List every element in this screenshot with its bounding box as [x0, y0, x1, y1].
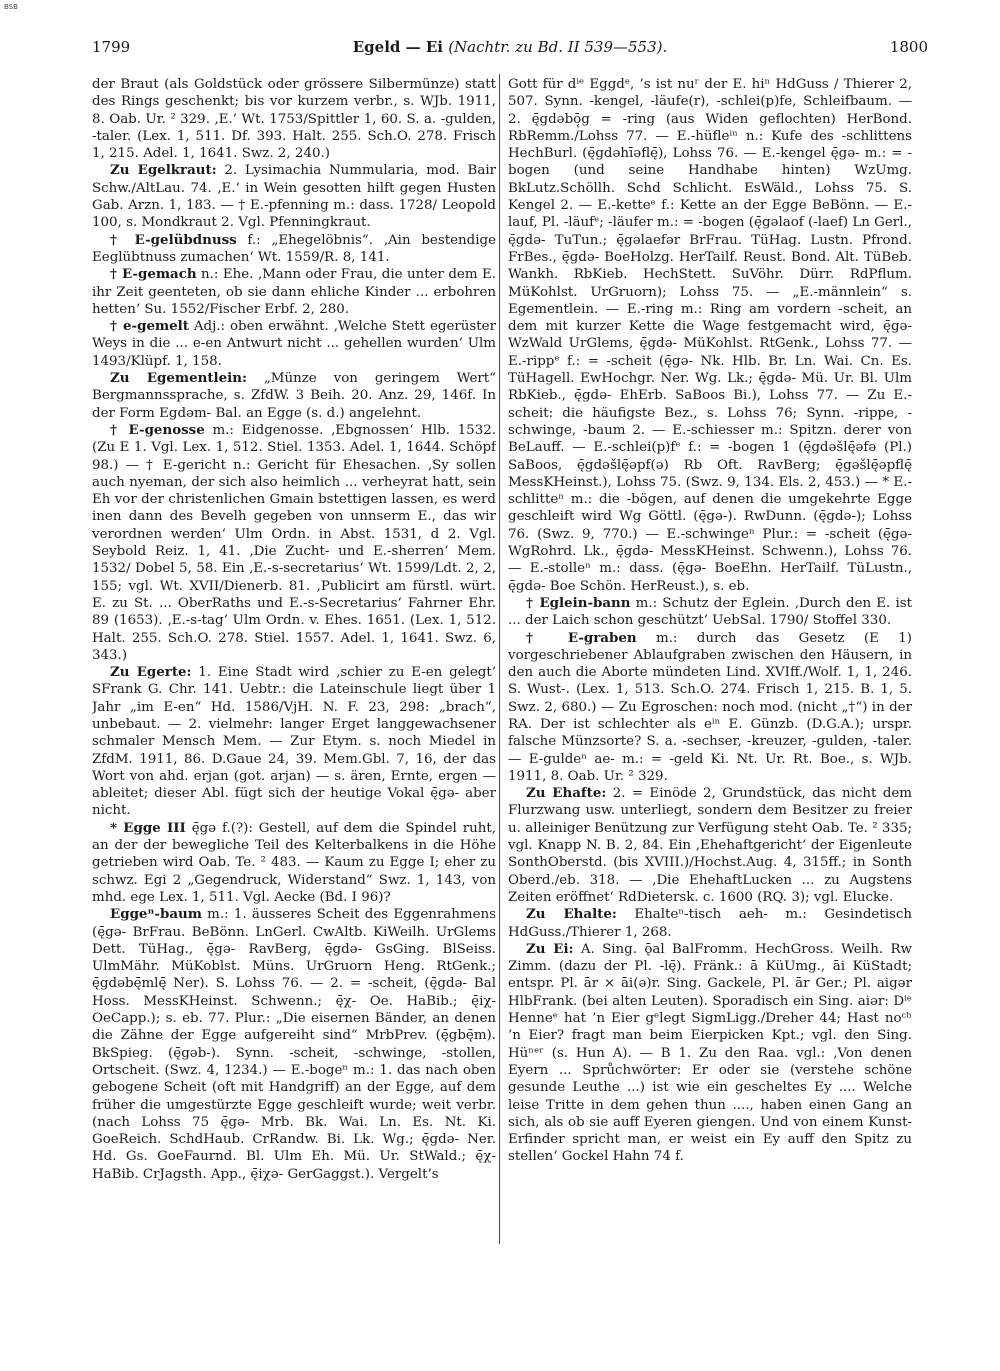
entry-text: m.: durch das Gesetz (E 1) vorgeschriebener Ablaufgraben zwischen den Häusern, in den auch die Aborte mündeten Lind. XVIff./Wolf. 1, 1, 246. S. Wust-. (Lex. 1, 513. Sch.O. 274. Frisch 1, 215. B. 1, 5. Swz. 2, 680.) — Zu Egroschen: noch mod. (nicht „†“) in der RA. Der ist schlechter als eⁱⁿ E. Günzb. (D.G.A.); urspr. falsche Münzsorte? S. a. -sechser, -kreuzer, -gulden, -taler. — E-guldeⁿ ae- m.: = -geld Ki. Nt. Ur. Rt. Boe., s. WJb. 1911, 8. Oab. Ur. ² 329.: [508, 630, 912, 784]
entry-egelkraut: [92, 162, 496, 231]
entry-text: ę̄gə f.(?): Gestell, auf dem die Spindel ruht, an der der bewegliche Teil des Kelterbalkens in die Höhe getrieben wird Oab. Te. ² 483. — Kaum zu Egge I; eher zu schwz. Egi 2 „Gegendruck, Widerstand“ Swz. 1, 143, von mhd. ege Lex. 1, 511. Vgl. Aecke (Bd. I 96)?: [92, 820, 496, 905]
headword: Eggeⁿ-baum: [110, 906, 202, 923]
entry-text: Adj.: oben erwähnt. ‚Welche Stett egerüster Weys in die ... e-en Antwurt nicht ... gehellen wurden‘ Ulm 1493/Klüpf. 1, 158.: [92, 319, 496, 369]
left-column: [92, 76, 496, 1346]
entry-e-graben: [508, 630, 912, 786]
entry-text: Ehalteⁿ-tisch aeh- m.: Gesindetisch HdGuss./Thierer 1, 268.: [508, 907, 912, 940]
entry-egeld-continued: der Braut (als Goldstück oder grössere Silbermünze) statt des Rings geschenkt; bis vor kurzem verbr., s. WJb. 1911, 8. Oab. Ur. ² 329. ‚E.‘ Wt. 1753/Spittler 1, 60. S. a. -gulden, -taler. (Lex. 1, 511. Df. 393. Halt. 255. Sch.O. 278. Frisch 1, 215. Adel. 1, 1641. Swz. 2, 240.): [92, 77, 496, 162]
entry-eggen-baum: [92, 906, 496, 1183]
entry-ehalte: [508, 906, 912, 941]
entry-egge-iii: [92, 820, 496, 906]
headword: * Egge III: [110, 819, 186, 836]
entry-e-genosse: [92, 422, 496, 664]
headword: Zu Egelkraut:: [110, 162, 217, 179]
entry-text: „Münze von geringem Wert“ Bergmannssprache, s. ZfdW. 3 Beih. 20. Anz. 29, 146f. In der Form Egdəm- Bal. an Egge (s. d.) angelehnt.: [92, 371, 496, 421]
headword: Zu Egementlein:: [110, 370, 247, 387]
page-number-right: 1800: [889, 38, 928, 56]
entry-text: 2. Lysimachia Nummularia, mod. Bair Schw./AltLau. 74. ‚E.‘ in Wein gesotten hilft gegen Husten Gab. Arzn. 1, 183. — † E.-pfenning m.: dass. 1728/ Leopold 100, s. Mondkraut 2. Vgl. Pfenningkraut.: [92, 163, 496, 231]
entry-text: 1. Eine Stadt wird ‚schier zu E-en gelegt‘ SFrank G. Chr. 141. Uebtr.: die Lateinschule liegt über 1 Jahr „im E-en“ Hd. 1586/VjH. N. F. 23, 298: „brach“, unbebaut. — 2. vielmehr: langer Erget langgewachsener schmaler Mensch Mem. — Zur Etym. s. noch Miedel in ZfdM. 1911, 86. D.Gaue 24, 39. Mem.Gbl. 7, 16, der das Wort von ahd. erjan (got. arjan) — s. ären, Ernte, ergen — ableitet; dieser Abl. fügt sich der heutige Vokal ę̄gə- aber nicht.: [92, 665, 496, 819]
entry-text: m.: 1. äusseres Scheit des Eggenrahmens (ę̄gə- BrFrau. BeBönn. LnGerl. CwAltb. KiWeilh. UrGlems Dett. TüHag., ę̄gə- RavBerg, ę̄gdə- GsGing. BlSeiss. UlmMähr. MüKoblst. Müns. UrGruorn Heng. RtGenk.; ę̄gdəbę̄mlę̄ Ner). S. Lohss 76. — 2. = -scheit, (ę̄gdə- Bal Hoss. MessKHeinst. Schwenn.; ę̄χ- Oe. HaBib.; ę̄iχ- OeCapp.); s. eb. 77. Plur.: „Die eisernen Bänder, an denen die Zähne der Egge aufgereiht sind“ MrbPrev. (ę̄gbę̄m). BkSpieg. (ę̄gəb-). Synn. -scheit, -schwinge, -stollen, Ortscheit. (Swz. 4, 1234.) — E.-bogeⁿ m.: 1. das nach oben gebogene Scheit (oft mit Handgriff) an der Egge, auf dem früher die umgestürzte Egge geschleift wurde; weit verbr. (nach Lohss 75 ę̄gə- Mrb. Bk. Wai. Ln. Es. Nt. Ki. GoeReich. SchdHaub. CrRandw. Bi. Lk. Wg.; ę̄gdə- Ner. Hd. Gs. GoeFaurnd. Bl. Ulm Eh. Mü. Ur. StWald.; ę̄χ- HaBib. CrJagsth. App., ę̄iχə- GerGaggst.). Vergelt’s: [92, 907, 496, 1182]
entry-ehafte: [508, 785, 912, 906]
entry-e-gemach: [92, 266, 496, 318]
headword: † E-gemach: [110, 266, 197, 283]
library-mark: BSB: [4, 3, 18, 11]
headword: † E-graben: [526, 629, 637, 646]
entry-text: m.: Eidgenosse. ‚Ebgnossen‘ Hlb. 1532. (Zu E 1. Vgl. Lex. 1, 512. Stiel. 1353. Adel. 1, 1644. Schöpf 98.) — † E-gericht n.: Gericht für Ehesachen. ‚Sy sollen auch nyeman, der sich also heimlich ... verheyrat hatt, sein Eh vor der christenlichen Gmain bstettigen lassen, es werd inen dann des Bevelh gegeben von unnserm E., das wir verordnen werden‘ Ulm Ordn. in Abst. 1531, d 2. Vgl. Seybold Reiz. 1, 41. ‚Die Zucht- und E.-sherren‘ Mem. 1532/ Dobel 5, 58. Ein ‚E.-s-secretarius‘ Wt. 1599/Ldt. 2, 2, 155; vgl. Wt. XVII/Dienerb. 81. ‚Publicirt am fürstl. würt. E. zu St. ... OberRaths und E.-s-Secretarius‘ Fahrner Ehr. 89 (1653). ‚E.-s-tag‘ Ulm Ordn. v. Ehes. 1651. (Lex. 1, 512. Halt. 255. Sch.O. 278. Stiel. 1557. Adel. 1, 1641. Swz. 6, 343.): [92, 422, 496, 663]
headword: Zu Ehafte:: [526, 785, 607, 802]
header-title-main: Egeld — Ei: [352, 38, 443, 56]
entry-text: m.: Schutz der Eglein. ‚Durch den E. ist ... der Laich schon geschützt‘ UebSal. 1790/ Stoffel 330.: [508, 595, 912, 629]
entry-e-geluebdnuss: [92, 232, 496, 267]
header-title: [92, 38, 928, 56]
headword: † Eglein-bann: [526, 594, 631, 611]
headword: Zu Ehalte:: [526, 906, 617, 923]
entry-text: 2. = Einöde 2, Grundstück, das nicht dem Flurzwang usw. unterliegt, sondern dem Besitzer zu freier u. alleiniger Benützung zur Verfügung steht Oab. Te. ² 335; vgl. Knapp N. B. 2, 84. Ein ‚Ehehaftgericht‘ der Eigenleute SonthOberstd. (bis XVIII.)/Hochst.Aug. 4, 315ff.; in Sonth Oberd./eb. 318. — ‚Die EhehaftLucken ... zu Augstens Zeiten eröffnet‘ RdDietersk. c. 1600 (RQ. 3); vgl. Elucke.: [508, 786, 912, 905]
entry-text: f.: „Ehegelöbnis“. ‚Ain bestendige Eeglübtnuss zumachen‘ Wt. 1559/R. 8, 141.: [92, 232, 496, 265]
headword: † E-genosse: [110, 421, 205, 438]
entry-egementlein: [92, 370, 496, 422]
headword: Zu Ei:: [526, 940, 574, 957]
entry-egerte: [92, 664, 496, 820]
headword: † E-gelübdnuss: [110, 231, 237, 248]
page-number-left: 1799: [92, 38, 131, 56]
entry-ei: [508, 941, 912, 1166]
entry-text: A. Sing. ǭal BalFromm. HechGross. Weilh. Rw Zimm. (dazu der Pl. -lę̄). Fränk.: ā KüUmg., āi KüStadt; entspr. Pl. ār × āi(ə)r. Sing. Gackele, Pl. ār Ger.; Pl. aigər HlbFrank. (bei alten Leuten). Sporadisch ein Sing. aiər: Dⁱᵉ Henneᵉ hat ’n Eier gᵉlegt SigmLigg./Dreher 44; Hast noᶜʰ ’n Eier? fragt man beim Eierpicken Kpt.; vgl. den Sing. Hüⁿᵉʳ (s. Hun A). — B 1. Zu den Raa. vgl.: ‚Von denen Eyern ... Sprůchwörter: Er oder sie (verstehe schöne gesunde Leuthe ...) ist wie ein gescheltes Ey .... Welche leise Tritte in dem gehen thun ...., haben einen Gang an sich, als ob sie auff Eyeren giengen. Und von einem Kunst-Erfinder spricht man, er weist ein Ey auff den Spitz zu stellen‘ Gockel Hahn 74 f.: [508, 941, 912, 1165]
entry-text: n.: Ehe. ‚Mann oder Frau, die unter dem E. ihr Zeit geenteten, ob sie dann ehliche Kinder ... erbohren hetten‘ Su. 1552/Fischer Erbf. 2, 280.: [92, 267, 496, 317]
running-header: [92, 38, 928, 60]
entry-e-gemelt: [92, 318, 496, 370]
right-column: [508, 76, 912, 1346]
headword: † e-gemelt: [110, 318, 189, 335]
entry-eggen-baum-continued: Gott für dⁱᵉ Eggdᵉ, ’s ist nuʳ der E. hiⁿ HdGuss / Thierer 2, 507. Synn. -kengel, -läufe(r), -schlei(p)fe, Schleifbaum. — 2. ę̄gdəbō̜g = -ring (aus Widen geflochten) HerBond. RbRemm./Lohss 77. — E.-hüfleⁱⁿ n.: Kufe des -schlittens HechBurl. (ę̄gdəhīəflę̄), Lohss 76. — E.-kengel ę̄gə- m.: = -bogen (und seine Handhabe hinten) WzUmg. BkLutz.Schöllh. Schd Schlicht. EsWäld., Lohss 75. S. Kengel 2. — E.-ketteᵉ f.: Kette an der Egge BeBönn. — E.-lauf, Pl. -läufᵉ; -läufer m.: = -bogen (ę̄gəlaof (-laef) Ln Gerl., ę̄gdə- TuTun.; ę̄gəlaefər BrFrau. TüHag. Lustn. Pfrond. FrBes., ę̄gdə- BoeHolzg. HerTailf. Reust. Bond. Alt. TüBeb. Wankh. RbKieb. HechStett. SuVöhr. Dürr. RdPflum. MüKohlst. UrGruorn); Lohss 75. — „E.-männlein“ s. Egementlein. — E.-ring m.: Ring am vordern -scheit, an dem mit kurzer Kette die Wage festgemacht wird, ę̄gə- WzWald UrGlems, ę̄gdə- MüKohlst. RtGenk., Lohss 77. — E.-rippᵉ f.: = -scheit (ę̄gə- Nk. Hlb. Br. Ln. Wai. Cn. Es. TüHagell. EwHochgr. Ner. Wg. Lk.; ę̄gdə- Mü. Ur. Bl. Ulm RbKieb., ę̄gdə- EhErb. SaBoos Bi.), Lohss 77. — Zu E.-scheit: die häufigste Bez., s. Lohss 76; Synn. -rippe, -schwinge, -baum 2. — E.-schiesser m.: Spitzn. derer von BeLauff. — E.-schlei(p)fᵉ f.: = -bogen 1 (ę̄gdəšlę̄əfə (Pl.) SaBoos, ę̄gdəšlę̄əpf(ə) Rb Oft. RavBerg; ę̄gəšlę̄əpflę̄ MessKHeinst.), Lohss 75. (Swz. 9, 134. Els. 2, 453.) — * E.-schlitteⁿ m.: die -bögen, auf denen die umgekehrte Egge geschleift wird Wg Göttl. (ę̄gə-). RwDunn. (ę̄gdə-); Lohss 76. (Swz. 9, 770.) — E.-schwingeⁿ Plur.: = -scheit (ę̄gə- WgRohrd. Lk., ę̄gdə- MessKHeinst. Schwenn.), Lohss 76. — E.-stolleⁿ m.: dass. (ę̄gə- BoeEhn. HerTailf. TüLustn., ę̄gdə- Boe Schön. HerReust.), s. eb.: [508, 77, 912, 594]
header-title-note: (Nachtr. zu Bd. II 539—553).: [448, 38, 668, 56]
entry-eglein-bann: [508, 595, 912, 630]
headword: Zu Egerte:: [110, 664, 192, 681]
column-divider: [499, 74, 500, 1244]
